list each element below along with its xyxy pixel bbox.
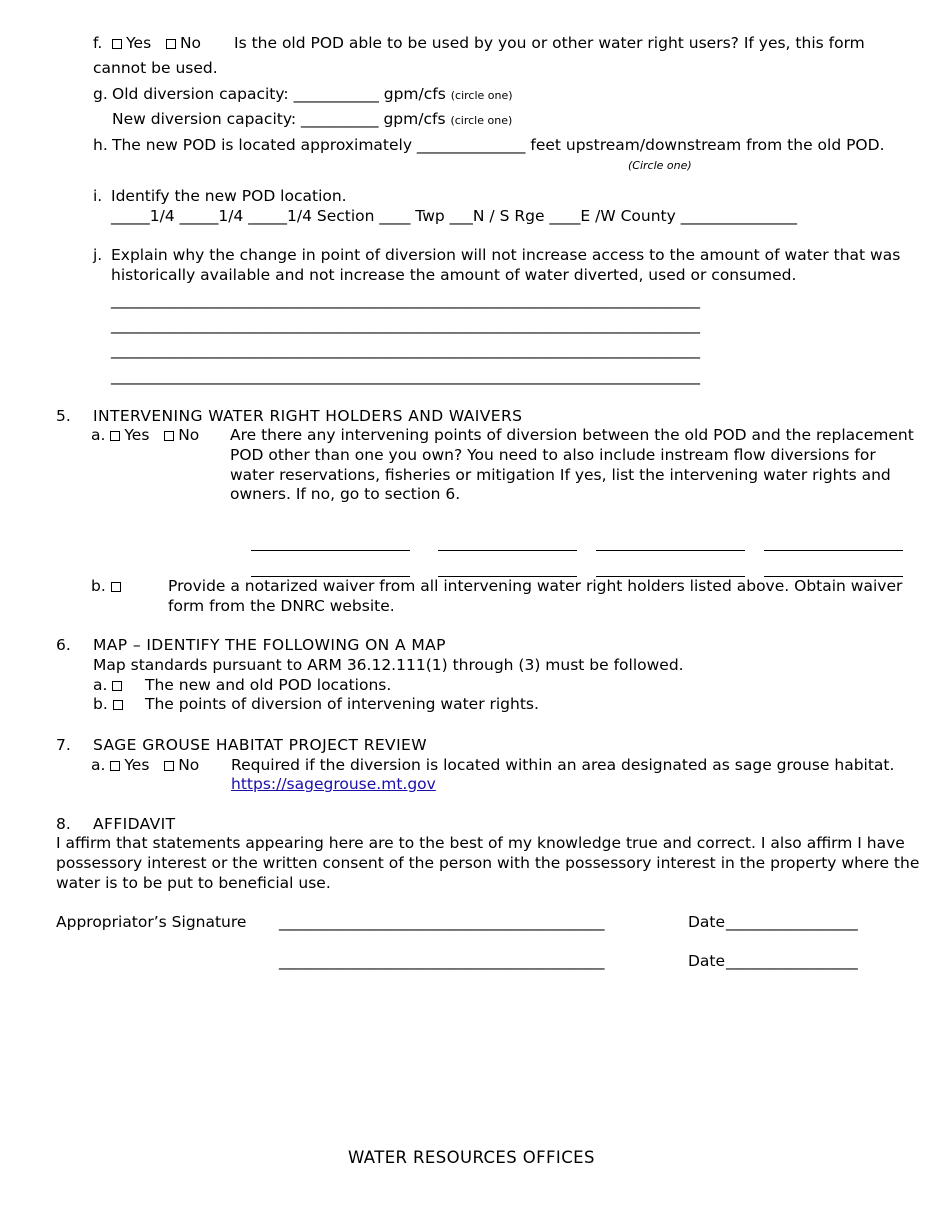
- explanation-line-1[interactable]: ____________________________________________________________________________: [111, 291, 700, 309]
- section5-number: 5.: [56, 407, 71, 425]
- section5-a-text-3: water reservations, fisheries or mitigation If yes, list the intervening water rights and: [230, 466, 891, 484]
- date-line-2[interactable]: _________________: [726, 952, 858, 970]
- section6-subtitle: Map standards pursuant to ARM 36.12.111(1) through (3) must be followed.: [93, 656, 684, 674]
- item-g-label: g.: [93, 85, 108, 103]
- item-h-label: h.: [93, 136, 108, 154]
- explanation-line-3[interactable]: ____________________________________________________________________________: [111, 341, 700, 359]
- section5-b-text-1: Provide a notarized waiver from all intervening water right holders listed above. Obtain waiver: [168, 577, 903, 595]
- circle-one-note: (circle one): [450, 114, 513, 127]
- section5-a-text-1: Are there any intervening points of diversion between the old POD and the replacement: [230, 426, 914, 444]
- section6-number: 6.: [56, 636, 71, 654]
- yes-checkbox[interactable]: [112, 39, 122, 49]
- item-j-line2: historically available and not increase the amount of water diverted, used or consumed.: [111, 266, 797, 284]
- item-j-label: j.: [93, 246, 103, 264]
- date-line-1[interactable]: _________________: [726, 913, 858, 931]
- intervening-right-blank[interactable]: [764, 550, 903, 551]
- intervening-right-blank[interactable]: [438, 550, 577, 551]
- no-label: No: [178, 756, 200, 774]
- new-capacity-text: New diversion capacity: __________ gpm/cfs: [112, 110, 446, 128]
- affidavit-line-3: water is to be put to beneficial use.: [56, 874, 331, 892]
- signature-line-2[interactable]: __________________________________________: [279, 952, 605, 970]
- footer-title: WATER RESOURCES OFFICES: [348, 1148, 595, 1167]
- section5-a-text-4: owners. If no, go to section 6.: [230, 485, 461, 503]
- yes-checkbox[interactable]: [110, 431, 120, 441]
- section6-a-text: The new and old POD locations.: [145, 676, 392, 694]
- section5-b-row: [91, 576, 125, 596]
- section6-title: MAP – IDENTIFY THE FOLLOWING ON A MAP: [93, 636, 446, 654]
- explanation-line-2[interactable]: ____________________________________________________________________________: [111, 316, 700, 334]
- pod-location-fields[interactable]: _____1/4 _____1/4 _____1/4 Section ____ Twp ___N / S Rge ____E /W County _______________: [111, 207, 797, 225]
- affidavit-line-2: possessory interest or the written consent of the person with the possessory interest in the property where the: [56, 854, 920, 872]
- signature-label: Appropriator’s Signature: [56, 913, 247, 931]
- section5-a-label: a.: [91, 426, 106, 444]
- item-h-circle-note: (Circle one): [628, 159, 692, 172]
- intervening-right-blank[interactable]: [596, 550, 745, 551]
- no-checkbox[interactable]: [166, 39, 176, 49]
- yes-label: Yes: [126, 34, 152, 52]
- item-i-label: i.: [93, 187, 103, 205]
- section8-number: 8.: [56, 815, 71, 833]
- no-label: No: [178, 426, 200, 444]
- section5-a-text-2: POD other than one you own? You need to also include instream flow diversions for: [230, 446, 876, 464]
- section6-b-label: b.: [93, 695, 108, 713]
- section7-text: Required if the diversion is located within an area designated as sage grouse habitat.: [231, 756, 895, 774]
- waiver-checkbox[interactable]: [111, 582, 121, 592]
- section8-title: AFFIDAVIT: [93, 815, 176, 833]
- section6-a-row: [93, 675, 126, 695]
- yes-label: Yes: [124, 756, 150, 774]
- old-capacity-text: Old diversion capacity: ___________ gpm/cfs: [112, 85, 446, 103]
- intervening-right-blank[interactable]: [251, 550, 410, 551]
- section7-a-row: [91, 755, 199, 775]
- date-label: Date: [688, 913, 726, 931]
- item-f-question: Is the old POD able to be used by you or other water right users? If yes, this form: [234, 34, 865, 52]
- old-capacity-field[interactable]: [112, 84, 513, 106]
- explanation-line-4[interactable]: ____________________________________________________________________________: [111, 367, 700, 385]
- item-j-line1: Explain why the change in point of diversion will not increase access to the amount of water that was: [111, 246, 901, 264]
- intervening-pods-checkbox[interactable]: [113, 700, 123, 710]
- circle-one-note: (circle one): [450, 89, 513, 102]
- section5-b-text-2: form from the DNRC website.: [168, 597, 395, 615]
- no-label: No: [179, 34, 202, 52]
- item-i-title: Identify the new POD location.: [111, 187, 347, 205]
- item-h-text[interactable]: The new POD is located approximately ______________ feet upstream/downstream from the old POD.: [112, 136, 885, 154]
- item-f-row: [93, 33, 201, 53]
- no-checkbox[interactable]: [164, 761, 174, 771]
- section5-title: INTERVENING WATER RIGHT HOLDERS AND WAIVERS: [93, 407, 523, 425]
- section6-a-label: a.: [93, 676, 108, 694]
- section7-number: 7.: [56, 736, 71, 754]
- yes-checkbox[interactable]: [110, 761, 120, 771]
- section6-b-row: [93, 694, 127, 714]
- pod-locations-checkbox[interactable]: [112, 681, 122, 691]
- section5-b-label: b.: [91, 577, 106, 595]
- section7-a-label: a.: [91, 756, 106, 774]
- section6-b-text: The points of diversion of intervening water rights.: [145, 695, 539, 713]
- yes-label: Yes: [124, 426, 150, 444]
- new-capacity-field[interactable]: [112, 109, 512, 131]
- item-f-question-cont: cannot be used.: [93, 59, 218, 77]
- section5-a-row: [91, 425, 199, 445]
- date-label: Date: [688, 952, 726, 970]
- item-f-label: f.: [93, 34, 103, 52]
- no-checkbox[interactable]: [164, 431, 174, 441]
- sage-grouse-link[interactable]: https://sagegrouse.mt.gov: [231, 775, 436, 793]
- signature-line-1[interactable]: __________________________________________: [279, 913, 605, 931]
- section7-title: SAGE GROUSE HABITAT PROJECT REVIEW: [93, 736, 427, 754]
- affidavit-line-1: I affirm that statements appearing here are to the best of my knowledge true and correct. I also affirm I have: [56, 834, 905, 852]
